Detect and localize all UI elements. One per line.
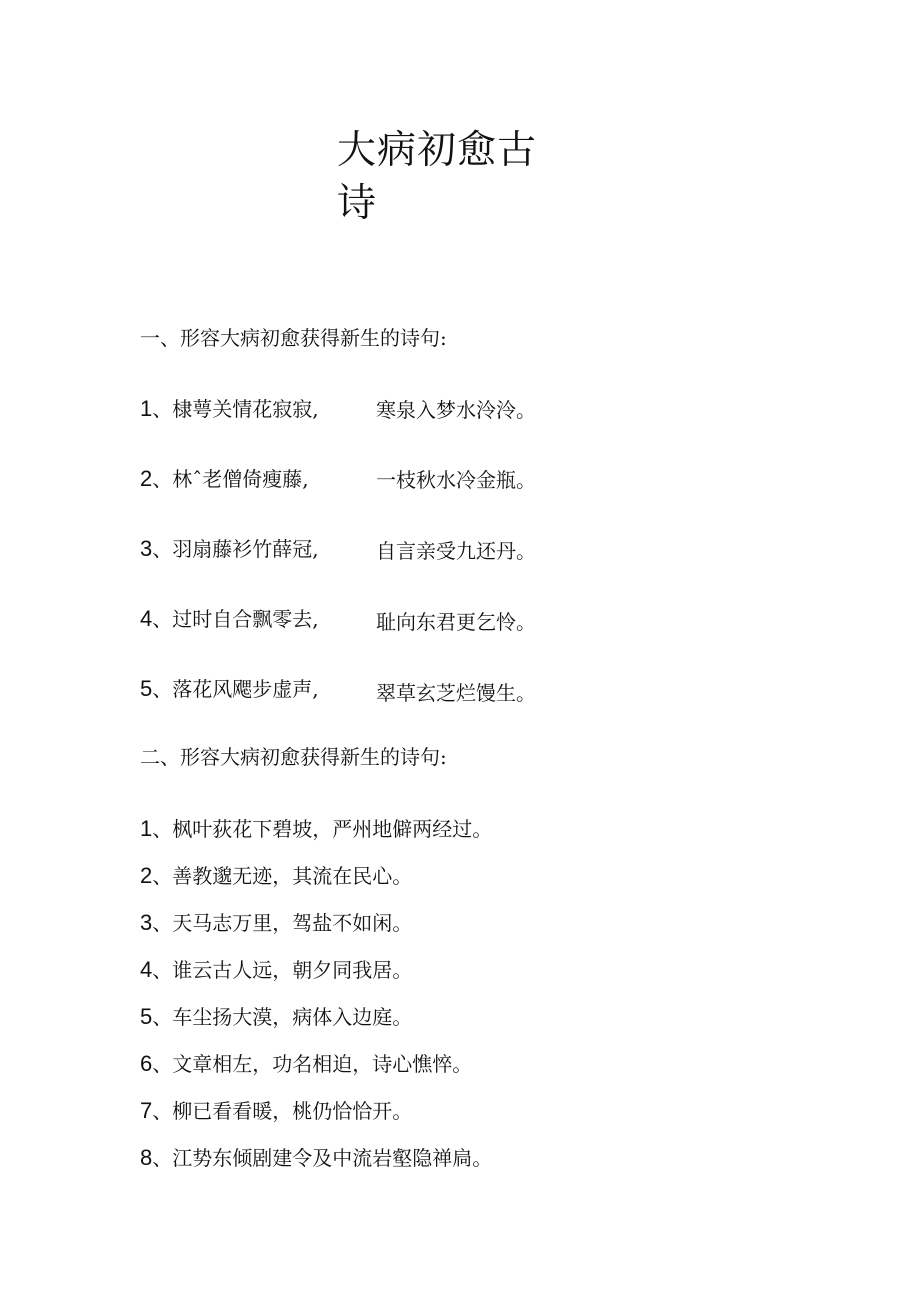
line-number: 3 (140, 536, 153, 561)
line-first-half: 过时自合飘零去, (172, 607, 319, 631)
line-number: 4 (140, 606, 153, 631)
line-text: 江势东倾剧建令及中流岩壑隐禅扃。 (172, 1146, 493, 1170)
line-separator: 、 (152, 1052, 173, 1076)
poem-line-6 (140, 1053, 472, 1075)
line-number: 5 (140, 676, 153, 701)
line-separator: 、 (152, 1146, 173, 1170)
section-2-heading: 二、形容大病初愈获得新生的诗句: (140, 745, 447, 769)
line-separator: 、 (152, 1099, 173, 1123)
line-first-half: 棣萼关情花寂寂, (172, 397, 319, 421)
line-number: 6 (140, 1051, 153, 1076)
line-text: 文章相左，功名相迫，诗心憔悴。 (172, 1052, 473, 1076)
poem-line-7 (140, 1100, 412, 1122)
line-text: 柳已看看暖，桃仍恰恰开。 (172, 1099, 413, 1123)
document-title-line-1: 大病初愈古 (337, 128, 538, 173)
line-number: 1 (140, 816, 153, 841)
line-first-half: 羽扇藤衫竹薛冠, (172, 537, 319, 561)
line-text: 善教邈无迹，其流在民心。 (172, 864, 413, 888)
line-text: 枫叶荻花下碧坡，严州地僻两经过。 (172, 817, 493, 841)
line-separator: 、 (152, 1005, 173, 1029)
line-first-half: 落花风飔步虚声, (172, 677, 319, 701)
line-separator: 、 (152, 817, 173, 841)
poem-line-5-second-half: 翠草玄芝烂馒生。 (376, 681, 536, 705)
line-number: 4 (140, 957, 153, 982)
poem-line-1 (140, 818, 492, 840)
poem-line-4 (140, 959, 412, 981)
line-number: 8 (140, 1145, 153, 1170)
line-separator: 、 (152, 958, 173, 982)
poem-line-3 (140, 912, 412, 934)
line-number: 1 (140, 396, 153, 421)
poem-line-2 (140, 865, 412, 887)
line-text: 车尘扬大漠，病体入边庭。 (172, 1005, 413, 1029)
line-separator: 、 (152, 537, 173, 561)
poem-line-5 (140, 1006, 412, 1028)
section-1-heading: 一、形容大病初愈获得新生的诗句: (140, 326, 447, 350)
line-text: 谁云古人远，朝夕同我居。 (172, 958, 413, 982)
line-number: 7 (140, 1098, 153, 1123)
line-number: 3 (140, 910, 153, 935)
line-text: 天马志万里，驾盐不如闲。 (172, 911, 413, 935)
poem-line-2 (140, 468, 309, 490)
line-separator: 、 (152, 911, 173, 935)
line-number: 2 (140, 863, 153, 888)
poem-line-4-second-half: 耻向东君更乞怜。 (376, 610, 536, 634)
poem-line-8 (140, 1147, 492, 1169)
line-number: 5 (140, 1004, 153, 1029)
poem-line-1-second-half: 寒泉入梦水泠泠。 (376, 398, 536, 422)
line-separator: 、 (152, 607, 173, 631)
poem-line-3-second-half: 自言亲受九还丹。 (376, 539, 536, 563)
poem-line-4 (140, 608, 319, 630)
line-separator: 、 (152, 677, 173, 701)
line-number: 2 (140, 466, 153, 491)
line-separator: 、 (152, 467, 173, 491)
poem-line-5 (140, 678, 319, 700)
poem-line-1 (140, 398, 319, 420)
poem-line-2-second-half: 一枝秋水冷金瓶。 (376, 468, 536, 492)
line-separator: 、 (152, 397, 173, 421)
document-title-line-2: 诗 (337, 181, 378, 226)
poem-line-3 (140, 538, 319, 560)
line-first-half: 林ˆ老僧倚瘦藤, (172, 467, 309, 491)
line-separator: 、 (152, 864, 173, 888)
